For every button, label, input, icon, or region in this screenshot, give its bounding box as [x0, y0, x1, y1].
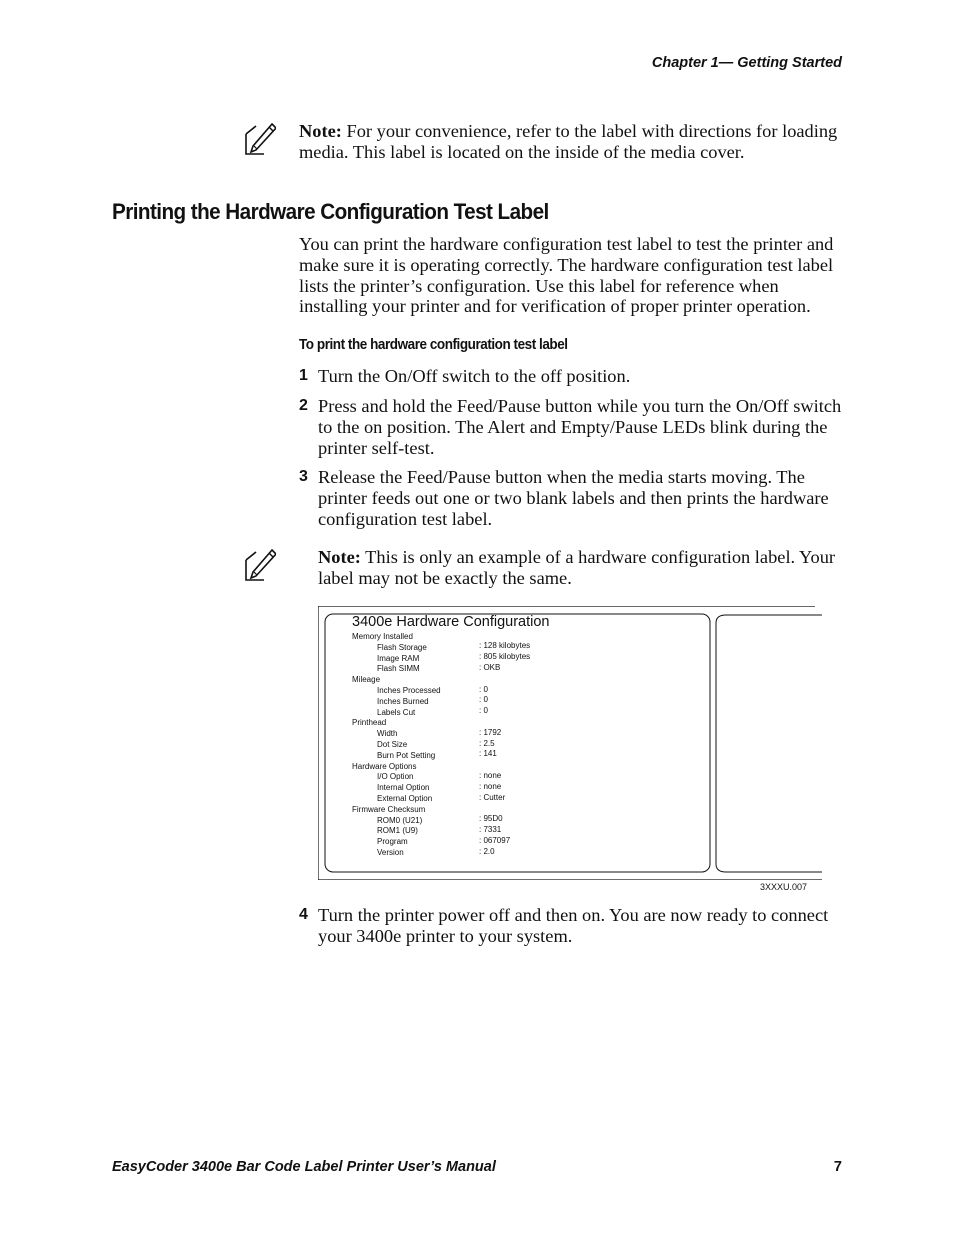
step-text: Release the Feed/Pause button when the media starts moving. The printer feeds out one or two blank labels and then prints the hardware configuration test label.: [318, 467, 829, 529]
note-1: [299, 121, 847, 163]
config-field-value: : 95D0: [479, 814, 503, 824]
config-field-value: : 128 kilobytes: [479, 641, 531, 651]
step-number: 4: [299, 906, 308, 923]
config-field-value: : 067097: [479, 835, 511, 845]
config-field-value: : 1792: [479, 727, 502, 737]
config-group-name: Memory Installed: [352, 632, 413, 641]
config-field-name: Internal Option: [377, 783, 430, 793]
step-text: Turn the printer power off and then on. You are now ready to connect your 3400e printer to your system.: [318, 905, 829, 946]
note-2-label: Note:: [318, 547, 361, 567]
config-label-title: 3400e Hardware Configuration: [352, 614, 550, 630]
config-field-value: : 2.5: [479, 738, 495, 748]
config-field-name: Inches Burned: [377, 696, 429, 706]
step-text: Press and hold the Feed/Pause button while you turn the On/Off switch to the on position. The Alert and Empty/Pause LEDs blink during the printer self-test.: [318, 396, 842, 458]
config-field-name: ROM1 (U9): [377, 826, 418, 836]
config-field-value: : 0: [479, 695, 488, 705]
config-field-name: ROM0 (U21): [377, 815, 423, 825]
config-field-value: : none: [479, 781, 502, 791]
step-number: 3: [299, 468, 308, 485]
config-field-name: Labels Cut: [377, 707, 416, 717]
config-field-name: Inches Processed: [377, 686, 441, 695]
running-header: Chapter 1— Getting Started: [651, 55, 842, 71]
config-field-name: Flash SIMM: [377, 664, 420, 674]
config-group-name: Firmware Checksum: [352, 804, 426, 814]
config-field-value: : Cutter: [479, 792, 506, 802]
config-field-name: Dot Size: [377, 740, 408, 749]
note-1-text: For your convenience, refer to the label with directions for loading media. This label is located on the inside of the media cover.: [299, 121, 838, 162]
config-field-name: External Option: [377, 794, 433, 803]
figure-id: 3XXXU.007: [760, 882, 808, 892]
note-2: [318, 547, 848, 589]
config-field-name: Version: [377, 848, 404, 857]
step-number: 1: [299, 367, 308, 384]
note-icon: [242, 548, 276, 589]
note-2-text: This is only an example of a hardware configuration label. Your label may not be exactly the same.: [318, 547, 836, 588]
config-field-value: : 2.0: [479, 846, 495, 856]
config-field-value: : 0: [479, 684, 488, 694]
page-number: 7: [833, 1159, 842, 1175]
step-text: Turn the On/Off switch to the off position.: [318, 366, 631, 386]
config-field-value: : 0: [479, 706, 488, 716]
config-field-name: Program: [377, 837, 408, 847]
config-field-value: : none: [479, 770, 502, 780]
note-icon: [242, 122, 276, 163]
config-field-name: Image RAM: [377, 653, 420, 663]
config-field-name: I/O Option: [377, 772, 414, 782]
note-1-label: Note:: [299, 121, 342, 141]
config-group-name: Printhead: [352, 718, 387, 728]
config-field-value: : 805 kilobytes: [479, 652, 531, 662]
config-field-value: : OKB: [479, 662, 501, 672]
config-group-name: Hardware Options: [352, 761, 417, 771]
config-field-value: : 141: [479, 749, 497, 759]
footer-title: EasyCoder 3400e Bar Code Label Printer User’s Manual: [112, 1159, 496, 1175]
config-field-name: Flash Storage: [377, 642, 427, 652]
config-field-value: : 7331: [479, 824, 502, 834]
procedure-title: To print the hardware configuration test label: [299, 336, 568, 353]
note-pencil-icon: [242, 122, 276, 158]
note-pencil-icon: [242, 548, 276, 584]
config-group-name: Mileage: [352, 675, 381, 685]
config-field-name: Width: [377, 729, 398, 739]
intro-paragraph: You can print the hardware configuration test label to test the printer and make sure it is operating correctly. The hardware configuration test label lists the printer’s configuration. Use this label for reference when installing your printer and for verification of proper printer operation.: [299, 234, 834, 317]
section-title: Printing the Hardware Configuration Test Label: [112, 199, 549, 224]
step-number: 2: [299, 397, 308, 414]
config-field-name: Burn Pot Setting: [377, 750, 436, 760]
